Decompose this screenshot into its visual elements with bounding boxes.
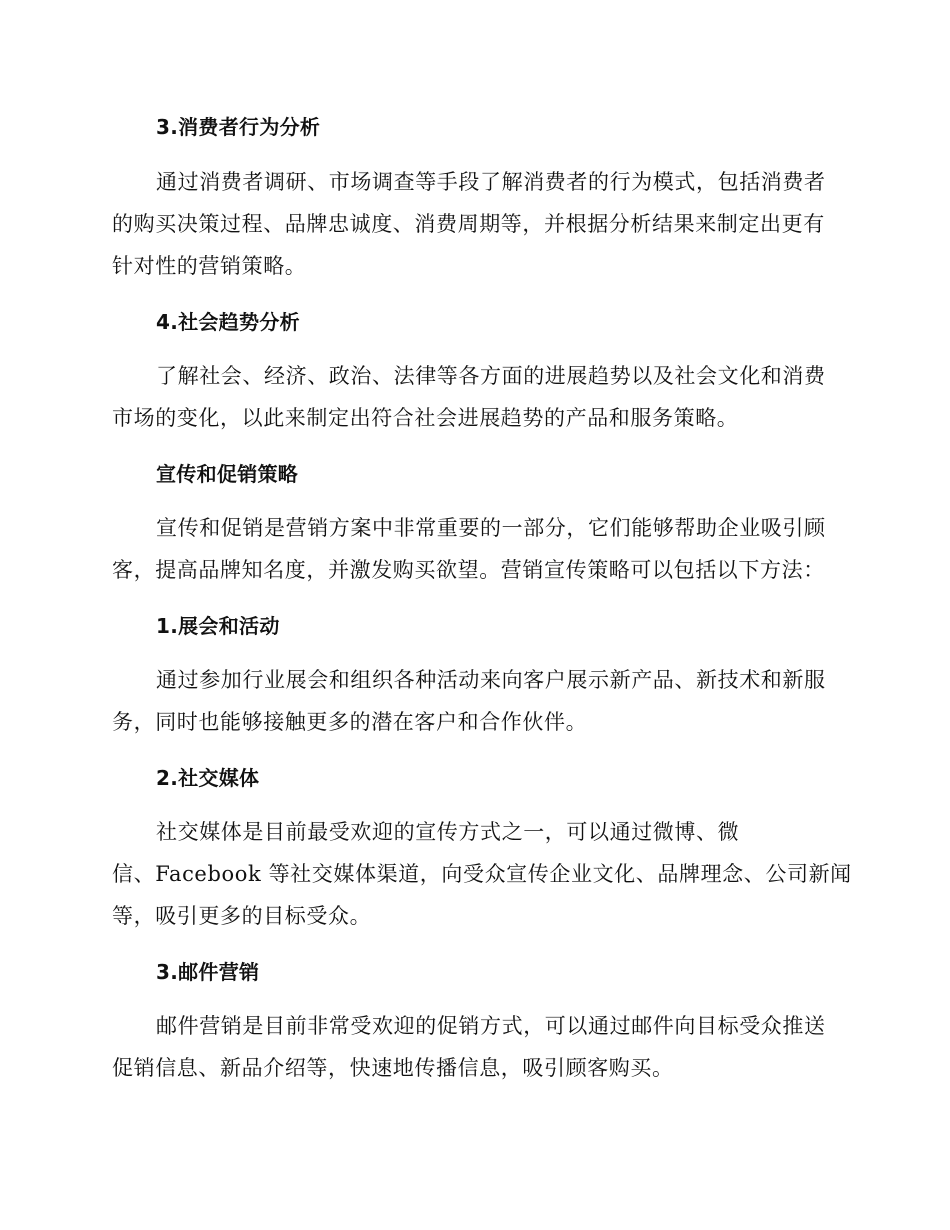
paragraph-line: 针对性的营销策略。 [112, 254, 307, 278]
section-heading-social-media: 2.社交媒体 [156, 766, 260, 790]
paragraph-line: 宣传和促销是营销方案中非常重要的一部分，它们能够帮助企业吸引顾 [156, 516, 826, 540]
paragraph-line: 通过消费者调研、市场调查等手段了解消费者的行为模式，包括消费者 [156, 170, 826, 194]
paragraph-line: 信、Facebook 等社交媒体渠道，向受众宣传企业文化、品牌理念、公司新闻 [112, 862, 852, 886]
paragraph-line: 通过参加行业展会和组织各种活动来向客户展示新产品、新技术和新服 [156, 668, 826, 692]
section-heading-consumer-behavior: 3.消费者行为分析 [156, 115, 321, 139]
paragraph-line: 的购买决策过程、品牌忠诚度、消费周期等，并根据分析结果来制定出更有 [112, 212, 825, 236]
paragraph-line: 市场的变化，以此来制定出符合社会进展趋势的产品和服务策略。 [112, 406, 739, 430]
paragraph-social-media [112, 811, 852, 937]
paragraph-exhibitions [112, 659, 834, 743]
paragraph-line: 促销信息、新品介绍等，快速地传播信息，吸引顾客购买。 [112, 1056, 674, 1080]
section-heading-exhibitions: 1.展会和活动 [156, 614, 280, 638]
paragraph-line: 客，提高品牌知名度，并激发购买欲望。营销宣传策略可以包括以下方法： [112, 558, 825, 582]
paragraph-promotion-strategy [112, 507, 834, 591]
paragraph-line: 等，吸引更多的目标受众。 [112, 904, 372, 928]
section-heading-social-trends: 4.社会趋势分析 [156, 310, 300, 334]
section-heading-email-marketing: 3.邮件营销 [156, 960, 260, 984]
paragraph-line: 邮件营销是目前非常受欢迎的促销方式，可以通过邮件向目标受众推送 [156, 1014, 826, 1038]
paragraph-line: 了解社会、经济、政治、法律等各方面的进展趋势以及社会文化和消费 [156, 364, 826, 388]
paragraph-social-trends [112, 355, 834, 439]
paragraph-consumer-behavior [112, 161, 834, 287]
section-heading-promotion-strategy: 宣传和促销策略 [156, 462, 299, 486]
paragraph-line: 社交媒体是目前最受欢迎的宣传方式之一，可以通过微博、微 [156, 820, 740, 844]
paragraph-line: 务，同时也能够接触更多的潜在客户和合作伙伴。 [112, 710, 588, 734]
paragraph-email-marketing [112, 1005, 834, 1089]
